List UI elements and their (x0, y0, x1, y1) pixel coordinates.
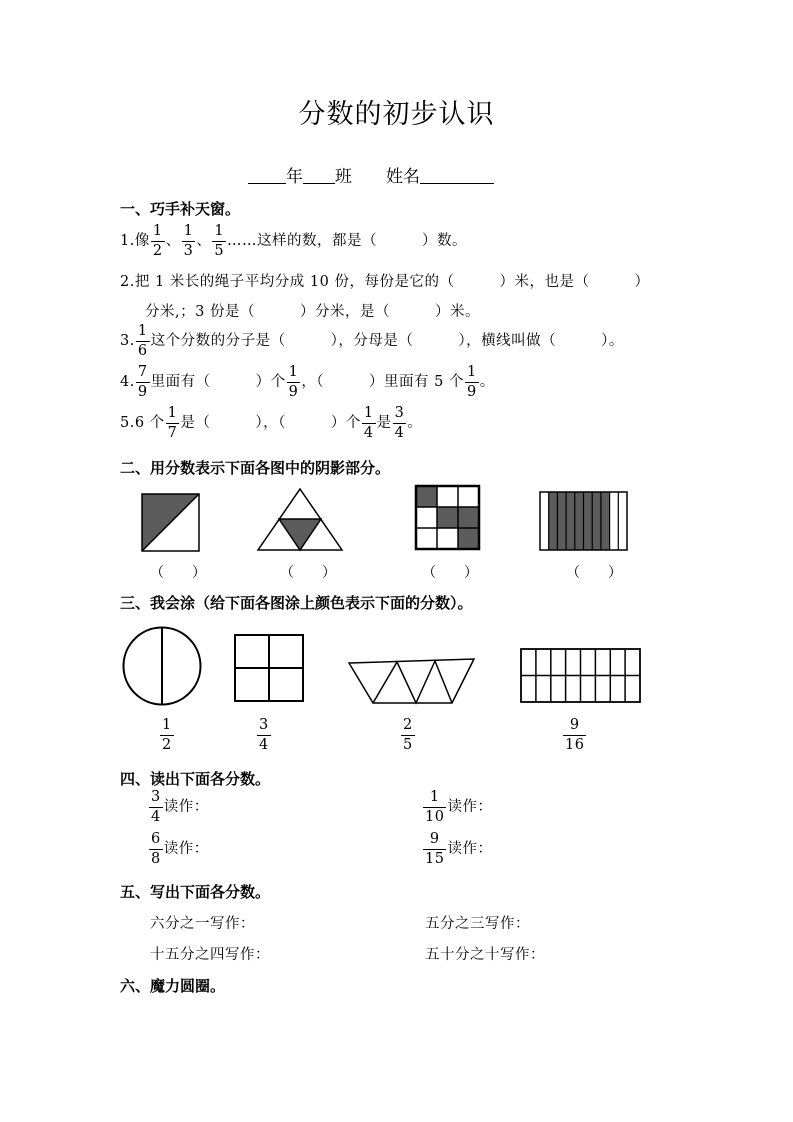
class-blank[interactable] (303, 166, 335, 184)
write-item-3-5: 五分之三写作： (425, 916, 530, 932)
read-label: 读作： (163, 799, 209, 815)
grid-sixteenths-figure[interactable] (520, 648, 642, 704)
question-5 (120, 406, 422, 440)
section-5-heading: 五、写出下面各分数。 (120, 883, 271, 901)
write-item-4-15: 十五分之四写作： (150, 947, 270, 963)
read-item-1-10: $\frac{1}{10}$ 读作： (425, 789, 493, 825)
read-label: 读作： (447, 841, 493, 857)
fraction-1-4: $\frac{1}{4}$ (363, 405, 374, 441)
shaded-square-triangle-figure (142, 494, 202, 554)
q5-mid1: 是（ ），（ ）个 (180, 415, 361, 431)
page-title: 分数的初步认识 (298, 99, 495, 130)
q4-suffix: 。 (479, 374, 495, 390)
read-item-9-15: $\frac{9}{15}$ 读作： (425, 831, 493, 867)
shaded-grid-figure (416, 486, 482, 552)
q4-mid1: 里面有（ ）个 (150, 374, 286, 390)
fraction-1-9-b: $\frac{1}{9}$ (467, 364, 477, 400)
write-item-1-6: 六分之一写作： (150, 916, 255, 932)
fraction-3-4: $\frac{3}{4}$ (394, 405, 405, 441)
target-fraction-3-4: $\frac{3}{4}$ (259, 717, 269, 753)
q3-prefix: 3. (120, 333, 135, 349)
q1-sep2: 、 (196, 233, 212, 249)
q3-suffix: 这个分数的分子是（ ），分母是（ ），横线叫做（ ）。 (150, 333, 624, 349)
q5-suffix: 。 (407, 415, 423, 431)
read-label: 读作： (447, 799, 493, 815)
shaded-triangle-figure (258, 488, 346, 552)
year-label: 年 (286, 167, 303, 187)
q5-mid2: 是 (376, 415, 392, 431)
answer-paren-3[interactable]: （ ） (422, 565, 478, 581)
fraction-1-9-a: $\frac{1}{9}$ (288, 364, 299, 400)
circle-halves-figure[interactable] (122, 626, 204, 708)
trapezoid-fifths-figure[interactable] (348, 658, 476, 706)
question-2-line-2: 分米,；3 份是（ ）分米，是（ ）米。 (145, 304, 480, 320)
section-6-heading: 六、魔力圆圈。 (120, 977, 226, 995)
question-4 (120, 365, 495, 399)
fraction-1-7: $\frac{1}{7}$ (167, 405, 178, 441)
section-2-heading: 二、用分数表示下面各图中的阴影部分。 (120, 459, 391, 477)
read-item-6-8: $\frac{6}{8}$ 读作： (151, 831, 209, 867)
answer-paren-4[interactable]: （ ） (566, 565, 622, 581)
q1-prefix: 1.像 (120, 233, 150, 249)
write-item-10-50: 五十分之十写作： (425, 947, 545, 963)
question-3 (120, 324, 624, 358)
fraction-1-6: $\frac{1}{6}$ (137, 323, 148, 359)
fraction-1-2: $\frac{1}{2}$ (152, 223, 163, 259)
q4-prefix: 4. (120, 374, 135, 390)
section-3-heading: 三、我会涂（给下面各图涂上颜色表示下面的分数）。 (120, 594, 473, 612)
class-label: 班 (335, 167, 352, 187)
target-fraction-2-5: $\frac{2}{5}$ (403, 717, 413, 753)
shaded-bars-figure (540, 492, 630, 552)
q1-sep1: 、 (165, 233, 181, 249)
question-1 (120, 224, 467, 258)
name-blank[interactable] (420, 166, 494, 184)
year-blank[interactable] (248, 166, 286, 184)
q1-suffix: ……这样的数，都是（ ）数。 (227, 233, 468, 249)
section-1-heading: 一、巧手补天窗。 (120, 200, 241, 218)
target-fraction-1-2: $\frac{1}{2}$ (162, 717, 172, 753)
fraction-1-5: $\frac{1}{5}$ (214, 223, 225, 259)
shaded-center-triangle (279, 519, 321, 550)
answer-paren-2[interactable]: （ ） (280, 565, 336, 581)
section-4-heading: 四、读出下面各分数。 (120, 770, 271, 788)
read-label: 读作： (163, 841, 209, 857)
read-item-3-4: $\frac{3}{4}$ 读作： (151, 789, 209, 825)
fraction-1-3: $\frac{1}{3}$ (183, 223, 194, 259)
question-2-line-1: 2.把 1 米长的绳子平均分成 10 份，每份是它的（ ）米，也是（ ） (120, 274, 650, 290)
q4-mid2: ，（ ）里面有 5 个 (301, 374, 465, 390)
square-quarters-figure[interactable] (234, 634, 306, 704)
fraction-7-9: $\frac{7}{9}$ (137, 364, 148, 400)
name-label: 姓名 (386, 167, 420, 187)
q5-prefix: 5.6 个 (120, 415, 165, 431)
answer-paren-1[interactable]: （ ） (150, 565, 206, 581)
target-fraction-9-16: $\frac{9}{16}$ (565, 717, 585, 753)
